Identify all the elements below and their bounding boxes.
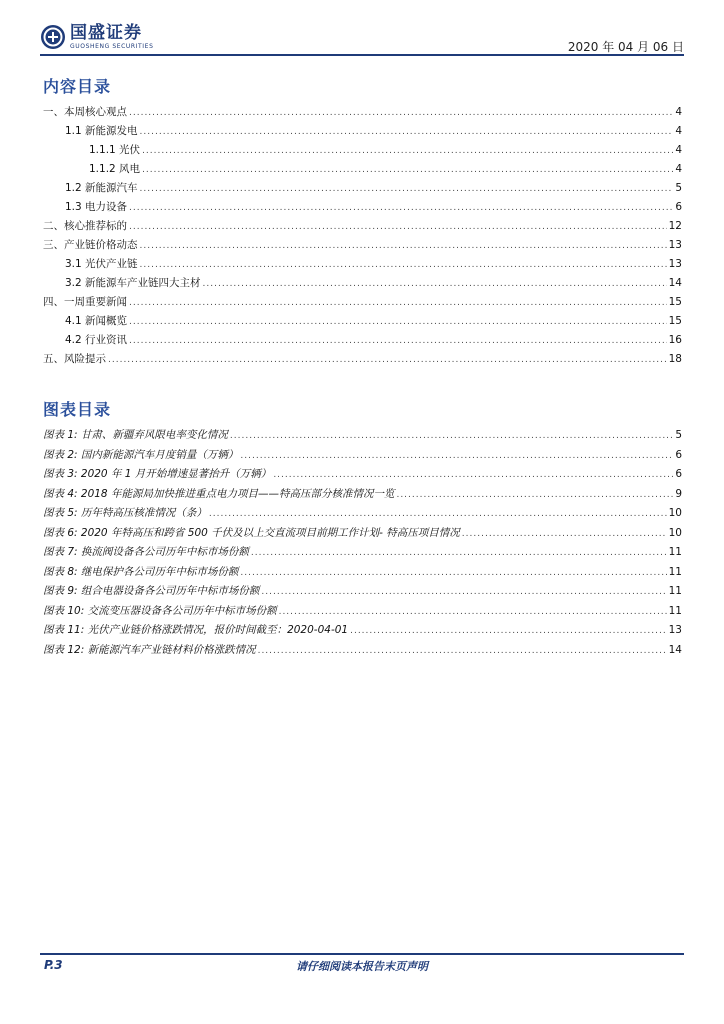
dot-leader — [129, 222, 667, 232]
dot-leader — [203, 279, 667, 289]
toc-entry-page: 13 — [668, 258, 682, 270]
toc-entry-page: 4 — [675, 163, 682, 175]
dot-leader — [240, 568, 666, 578]
figure-entry-page: 6 — [675, 448, 682, 461]
dot-leader — [108, 355, 667, 365]
page-number: P.3 — [44, 958, 63, 972]
toc-entry[interactable] — [43, 123, 682, 142]
toc-entry[interactable] — [43, 218, 682, 237]
dot-leader — [129, 203, 673, 213]
dot-leader — [462, 529, 667, 539]
header-divider — [40, 54, 684, 56]
toc-entry-label: 三、产业链价格动态 — [43, 239, 138, 251]
figure-entry[interactable] — [43, 447, 682, 467]
page-header — [40, 18, 684, 56]
toc-entry-label: 1.3 电力设备 — [65, 201, 128, 213]
toc-entry[interactable] — [43, 294, 682, 313]
figure-entry-label: 图表 11: 光伏产业链价格涨跌情况，报价时间截至：2020-04-01 — [43, 624, 349, 636]
figure-entry-label: 图表 3: 2020 年 1 月开始增速显著抬升（万辆） — [43, 468, 272, 480]
logo-chinese-name: 国盛证券 — [70, 22, 142, 43]
report-date: 2020 年 04 月 06 日 — [567, 40, 684, 54]
dot-leader — [140, 127, 674, 137]
company-logo — [40, 22, 153, 52]
figure-entry[interactable] — [43, 583, 682, 603]
figure-entry[interactable] — [43, 525, 682, 545]
figure-entry-label: 图表 8: 继电保护各公司历年中标市场份额 — [43, 565, 239, 578]
figure-entry-label: 图表 2: 国内新能源汽车月度销量（万辆） — [43, 448, 239, 461]
figure-entry-page: 11 — [668, 546, 682, 558]
toc-entry[interactable] — [43, 104, 682, 123]
toc-entry[interactable] — [43, 180, 682, 199]
toc-entry-page: 6 — [675, 201, 682, 213]
toc-entry-page: 4 — [675, 125, 682, 137]
toc-entry-label: 一、本周核心观点 — [43, 106, 127, 118]
toc-entry-page: 15 — [668, 315, 682, 327]
toc-entry-page: 4 — [675, 144, 682, 156]
toc-entry-label: 3.1 光伏产业链 — [65, 258, 138, 270]
figure-entry-label: 图表 12: 新能源汽车产业链材料价格涨跌情况 — [43, 643, 256, 656]
dot-leader — [240, 451, 673, 461]
toc-entry[interactable] — [43, 199, 682, 218]
toc-entry[interactable] — [43, 161, 682, 180]
disclaimer-note: 请仔细阅读本报告末页声明 — [296, 960, 428, 973]
toc-entry-label: 1.1 新能源发电 — [65, 125, 138, 137]
figure-entry[interactable] — [43, 622, 682, 642]
toc-entry-page: 14 — [668, 277, 682, 289]
figure-entry[interactable] — [43, 427, 682, 447]
toc-entry-page: 4 — [675, 106, 682, 118]
dot-leader — [261, 587, 666, 597]
figure-entry[interactable] — [43, 603, 682, 623]
dot-leader — [140, 184, 674, 194]
figure-entry-page: 6 — [675, 468, 682, 480]
dot-leader — [142, 165, 673, 175]
toc-entry-page: 18 — [668, 353, 682, 365]
toc-title: 内容目录 — [43, 77, 112, 96]
figure-entry-page: 14 — [668, 643, 682, 656]
dot-leader — [230, 431, 673, 441]
figure-entry[interactable] — [43, 466, 682, 486]
toc-entry[interactable] — [43, 351, 682, 370]
dot-leader — [209, 509, 667, 519]
figure-entry-page: 10 — [668, 507, 682, 519]
table-of-contents — [43, 104, 682, 370]
footer-divider — [40, 953, 684, 955]
figure-entry-label: 图表 5: 历年特高压核准情况（条） — [43, 507, 207, 519]
toc-entry-label: 二、核心推荐标的 — [43, 220, 127, 232]
toc-entry[interactable] — [43, 256, 682, 275]
logo-mark-icon — [40, 24, 66, 50]
figure-entry[interactable] — [43, 642, 682, 662]
toc-entry-page: 16 — [668, 334, 682, 346]
figure-entry[interactable] — [43, 505, 682, 525]
figure-entry[interactable] — [43, 486, 682, 506]
figure-entry-label: 图表 9: 组合电器设备各公司历年中标市场份额 — [43, 585, 260, 597]
figure-entry-page: 11 — [668, 604, 682, 617]
figure-entry-page: 9 — [675, 487, 682, 500]
dot-leader — [251, 548, 667, 558]
figure-entry-label: 图表 4: 2018 年能源局加快推进重点电力项目——特高压部分核准情况一览 — [43, 487, 395, 500]
figure-entry[interactable] — [43, 564, 682, 584]
toc-entry-page: 13 — [668, 239, 682, 251]
toc-entry-label: 五、风险提示 — [43, 353, 106, 365]
dot-leader — [140, 241, 667, 251]
dot-leader — [142, 146, 673, 156]
logo-english-name: GUOSHENG SECURITIES — [70, 42, 154, 50]
dot-leader — [129, 298, 667, 308]
figure-entry[interactable] — [43, 544, 682, 564]
list-of-figures — [43, 427, 682, 661]
figure-entry-page: 11 — [668, 565, 682, 578]
dot-leader — [396, 490, 673, 500]
dot-leader — [258, 646, 667, 656]
figures-title: 图表目录 — [43, 400, 112, 419]
toc-entry-label: 4.2 行业资讯 — [65, 334, 128, 346]
toc-entry-page: 15 — [668, 296, 682, 308]
figure-entry-page: 11 — [668, 585, 682, 597]
toc-entry[interactable] — [43, 313, 682, 332]
figure-entry-page: 10 — [668, 526, 682, 539]
dot-leader — [350, 626, 667, 636]
toc-entry-page: 12 — [668, 220, 682, 232]
figure-entry-label: 图表 10: 交流变压器设备各公司历年中标市场份额 — [43, 604, 277, 617]
dot-leader — [129, 317, 667, 327]
toc-entry[interactable] — [43, 275, 682, 294]
figure-entry-page: 5 — [675, 429, 682, 441]
toc-entry[interactable] — [43, 332, 682, 351]
dot-leader — [129, 336, 667, 346]
dot-leader — [279, 607, 667, 617]
toc-entry-label: 1.1.2 风电 — [89, 163, 141, 175]
figure-entry-label: 图表 6: 2020 年特高压和跨省 500 千伏及以上交直流项目前期工作计划- 特高压项目情况 — [43, 526, 460, 539]
dot-leader — [140, 260, 667, 270]
toc-entry-label: 4.1 新闻概览 — [65, 315, 128, 327]
toc-entry-label: 1.2 新能源汽车 — [65, 182, 138, 194]
figure-entry-label: 图表 1: 甘肃、新疆弃风限电率变化情况 — [43, 429, 228, 441]
figure-entry-page: 13 — [668, 624, 682, 636]
figure-entry-label: 图表 7: 换流阀设备各公司历年中标市场份额 — [43, 546, 249, 558]
toc-entry[interactable] — [43, 142, 682, 161]
dot-leader — [273, 470, 673, 480]
dot-leader — [129, 108, 673, 118]
toc-entry[interactable] — [43, 237, 682, 256]
toc-entry-label: 3.2 新能源车产业链四大主材 — [65, 277, 201, 289]
toc-entry-page: 5 — [675, 182, 682, 194]
toc-entry-label: 1.1.1 光伏 — [89, 144, 141, 156]
toc-entry-label: 四、一周重要新闻 — [43, 296, 127, 308]
